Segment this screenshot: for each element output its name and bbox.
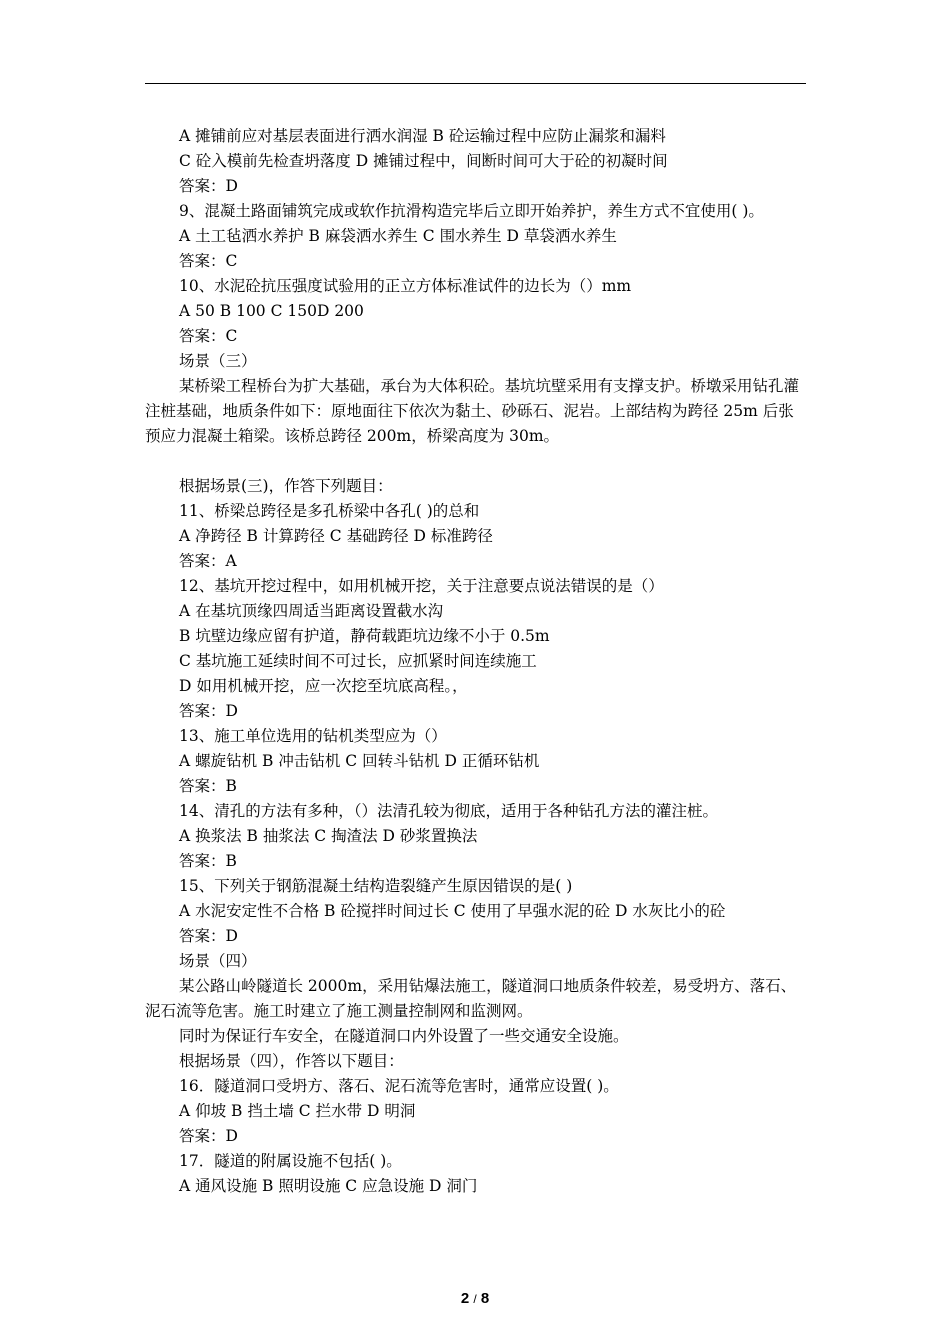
text-line: 答案：A — [179, 552, 237, 570]
text-line: 13、施工单位选用的钻机类型应为（） — [179, 727, 447, 745]
text-line: 场景（四） — [179, 952, 257, 970]
text-line: 答案：C — [179, 252, 238, 270]
text-line — [145, 449, 809, 474]
text-line: 12、基坑开挖过程中，如用机械开挖，关于注意要点说法错误的是（） — [179, 577, 664, 595]
text-line: C 砼入模前先检查坍落度 D 摊铺过程中，间断时间可大于砼的初凝时间 — [179, 152, 668, 170]
text-line: 答案：B — [179, 852, 237, 870]
text-line: 答案：D — [179, 927, 238, 945]
page-number — [0, 1290, 950, 1307]
text-line: 答案：D — [179, 1127, 238, 1145]
text-line: 11、桥梁总跨径是多孔桥梁中各孔( )的总和 — [179, 502, 480, 520]
page-separator: / — [473, 1292, 477, 1306]
text-line: D 如用机械开挖，应一次挖至坑底高程。， — [179, 677, 468, 695]
text-line: A 50 B 100 C 150D 200 — [179, 302, 364, 320]
text-line: C 基坑施工延续时间不可过长，应抓紧时间连续施工 — [179, 652, 537, 670]
text-line: 15、下列关于钢筋混凝土结构造裂缝产生原因错误的是( ) — [179, 877, 573, 895]
text-line: A 摊铺前应对基层表面进行洒水润湿 B 砼运输过程中应防止漏浆和漏料 — [179, 127, 666, 145]
text-line: A 换浆法 B 抽浆法 C 掏渣法 D 砂浆置换法 — [179, 827, 478, 845]
text-line: 同时为保证行车安全，在隧道洞口内外设置了一些交通安全设施。 — [179, 1027, 629, 1045]
text-line: A 在基坑顶缘四周适当距离设置截水沟 — [179, 602, 444, 620]
text-line: 答案：D — [179, 177, 238, 195]
text-line: A 螺旋钻机 B 冲击钻机 C 回转斗钻机 D 正循环钻机 — [179, 752, 540, 770]
text-line: A 土工毡洒水养护 B 麻袋洒水养生 C 围水养生 D 草袋洒水养生 — [179, 227, 617, 245]
text-line: 9、混凝土路面铺筑完成或软作抗滑构造完毕后立即开始养护，养生方式不宜使用( )。 — [179, 202, 764, 220]
text-line: 答案：B — [179, 777, 237, 795]
text-line: 14、清孔的方法有多种，（）法清孔较为彻底，适用于各种钻孔方法的灌注桩。 — [179, 802, 718, 820]
text-line: A 水泥安定性不合格 B 砼搅拌时间过长 C 使用了早强水泥的砼 D 水灰比小的砼 — [179, 902, 726, 920]
text-line: 17．隧道的附属设施不包括( )。 — [179, 1152, 402, 1170]
document-body — [145, 124, 809, 1199]
text-line: 16．隧道洞口受坍方、落石、泥石流等危害时，通常应设置( )。 — [179, 1077, 619, 1095]
text-line: B 坑壁边缘应留有护道，静荷载距坑边缘不小于 0.5m — [179, 627, 550, 645]
text-line: A 仰坡 B 挡土墙 C 拦水带 D 明洞 — [179, 1102, 416, 1120]
header-rule — [145, 83, 806, 84]
text-line: 答案：C — [179, 327, 238, 345]
text-line: A 净跨径 B 计算跨径 C 基础跨径 D 标准跨径 — [179, 527, 493, 545]
text-line: 某公路山岭隧道长 2000m，采用钻爆法施工，隧道洞口地质条件较差，易受坍方、落石、泥石流等危害。施工时建立了施工测量控制网和监测网。 — [145, 977, 797, 1020]
text-line: A 通风设施 B 照明设施 C 应急设施 D 洞门 — [179, 1177, 478, 1195]
text-line: 场景（三） — [179, 352, 257, 370]
text-line: 10、水泥砼抗压强度试验用的正立方体标准试件的边长为（）mm — [179, 277, 632, 295]
page-current: 2 — [460, 1290, 470, 1307]
text-line: 答案：D — [179, 702, 238, 720]
text-line: 根据场景（四），作答以下题目： — [179, 1052, 404, 1070]
text-line: 某桥梁工程桥台为扩大基础，承台为大体积砼。基坑坑壁采用有支撑支护。桥墩采用钻孔灌注桩基础，地质条件如下：原地面往下依次为黏土、砂砾石、泥岩。上部结构为跨径 25m 后张预应力混凝土箱梁。该桥总跨径 200m，桥梁高度为 30m。 — [145, 377, 800, 445]
text-line: 根据场景(三)，作答下列题目： — [179, 477, 393, 495]
page-total: 8 — [480, 1290, 490, 1307]
